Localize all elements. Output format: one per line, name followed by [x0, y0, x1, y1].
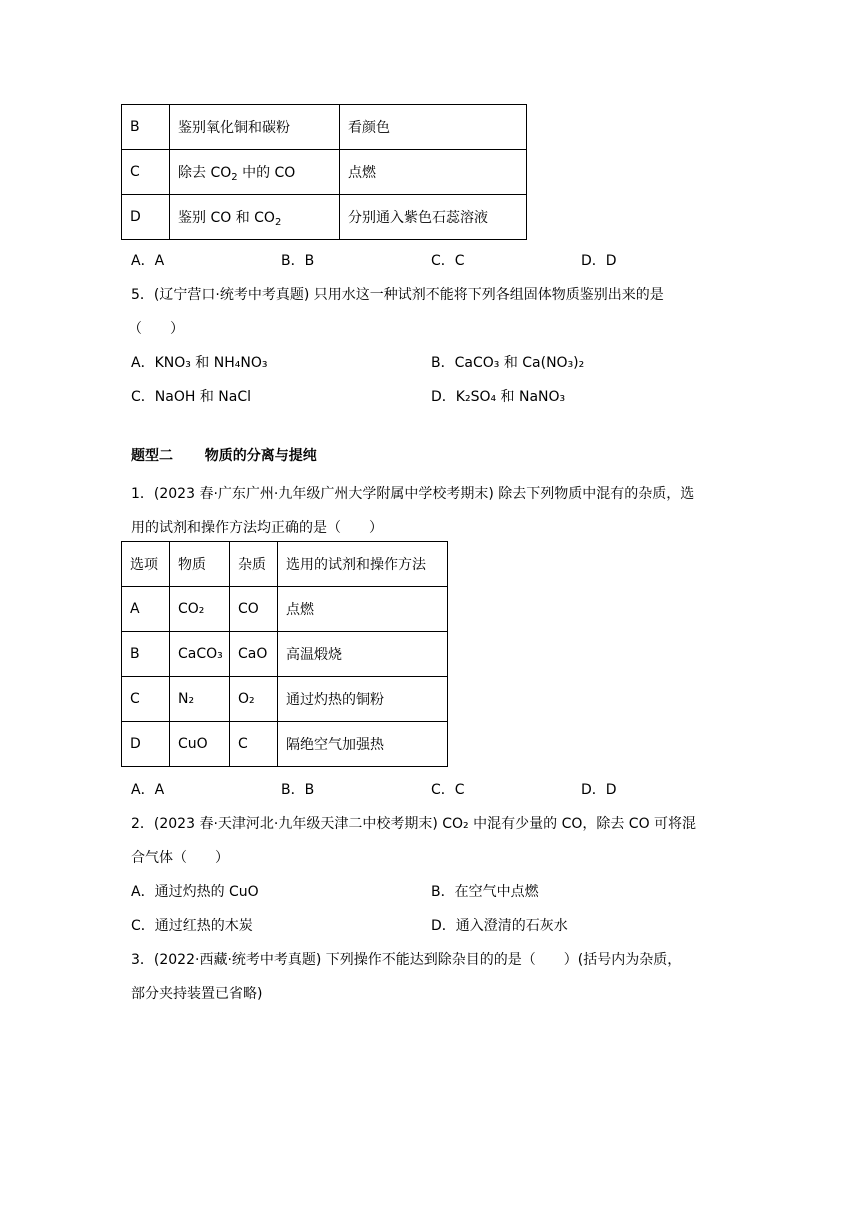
choice-d[interactable]: D．K₂SO₄ 和 NaNO₃	[431, 389, 566, 405]
table-cell: 鉴别氧化铜和碳粉	[170, 105, 340, 150]
table-cell: A	[122, 587, 170, 632]
choice-d[interactable]: D．D	[581, 782, 617, 798]
question-3-stem: 3．(2022·西藏·统考中考真题) 下列操作不能达到除杂目的的是（ ）(括号内为杂质，	[131, 952, 682, 968]
question-1-stem: 1．(2023 春·广东广州·九年级广州大学附属中学校考期末) 除去下列物质中混有的杂质，选	[131, 486, 695, 502]
question-2-stem-cont: 合气体（ ）	[131, 850, 229, 866]
table-cell: CaCO₃	[170, 632, 230, 677]
table-cell: D	[122, 195, 170, 240]
table-row	[122, 587, 448, 632]
column-header: 杂质	[230, 542, 278, 587]
table-cell: CO	[230, 587, 278, 632]
column-header: 选项	[122, 542, 170, 587]
table-cell: O₂	[230, 677, 278, 722]
cell-text: 除去 CO	[178, 165, 232, 181]
comparison-table-1	[121, 104, 527, 240]
column-header: 选用的试剂和操作方法	[278, 542, 448, 587]
question-5-blank: （ ）	[128, 321, 184, 337]
table-cell: C	[122, 150, 170, 195]
table-row	[122, 722, 448, 767]
question-5-stem: 5．(辽宁营口·统考中考真题) 只用水这一种试剂不能将下列各组固体物质鉴别出来的是	[131, 287, 664, 303]
table-cell: 通过灼热的铜粉	[278, 677, 448, 722]
table-cell: D	[122, 722, 170, 767]
table-row	[122, 105, 527, 150]
choice-b[interactable]: B．B	[281, 253, 315, 269]
choice-a[interactable]: A．A	[131, 253, 165, 269]
table-cell: C	[230, 722, 278, 767]
question-2-stem: 2．(2023 春·天津河北·九年级天津二中校考期末) CO₂ 中混有少量的 CO，除去 CO 可将混	[131, 816, 697, 832]
column-header: 物质	[170, 542, 230, 587]
cell-text: 中的 CO	[237, 165, 296, 181]
table-cell: CO₂	[170, 587, 230, 632]
purification-table	[121, 541, 448, 767]
table-cell: N₂	[170, 677, 230, 722]
table-cell: 分别通入紫色石蕊溶液	[340, 195, 527, 240]
choice-c[interactable]: C．C	[431, 782, 465, 798]
table-cell: C	[122, 677, 170, 722]
table-cell: 点燃	[340, 150, 527, 195]
subscript: 2	[274, 217, 282, 228]
section-title: 物质的分离与提纯	[204, 448, 317, 464]
choice-d[interactable]: D．D	[581, 253, 617, 269]
choice-a[interactable]: A．A	[131, 782, 165, 798]
question-3-stem-cont: 部分夹持装置已省略)	[131, 986, 263, 1002]
subscript: 2	[231, 172, 238, 183]
choice-b[interactable]: B．B	[281, 782, 315, 798]
table-header-row	[122, 542, 448, 587]
section-heading	[131, 445, 317, 465]
table-cell: 高温煅烧	[278, 632, 448, 677]
choice-c[interactable]: C．C	[431, 253, 465, 269]
table-row	[122, 195, 527, 240]
table-cell	[170, 150, 340, 195]
choice-d[interactable]: D．通入澄清的石灰水	[431, 918, 568, 934]
table-cell: CuO	[170, 722, 230, 767]
table-row	[122, 677, 448, 722]
table-cell: B	[122, 632, 170, 677]
choice-c[interactable]: C．NaOH 和 NaCl	[131, 389, 251, 405]
table-cell	[170, 195, 340, 240]
table-cell: 看颜色	[340, 105, 527, 150]
cell-text: 鉴别 CO 和 CO	[178, 210, 275, 226]
question-1-stem-cont: 用的试剂和操作方法均正确的是（ ）	[131, 520, 383, 536]
table-row	[122, 150, 527, 195]
table-cell: CaO	[230, 632, 278, 677]
table-cell: 隔绝空气加强热	[278, 722, 448, 767]
table-row	[122, 632, 448, 677]
table-cell: B	[122, 105, 170, 150]
choice-a[interactable]: A．KNO₃ 和 NH₄NO₃	[131, 355, 268, 371]
section-label: 题型二	[131, 448, 173, 464]
choice-b[interactable]: B．CaCO₃ 和 Ca(NO₃)₂	[431, 355, 585, 371]
choice-b[interactable]: B．在空气中点燃	[431, 884, 539, 900]
table-cell: 点燃	[278, 587, 448, 632]
choice-a[interactable]: A．通过灼热的 CuO	[131, 884, 259, 900]
choice-c[interactable]: C．通过红热的木炭	[131, 918, 253, 934]
